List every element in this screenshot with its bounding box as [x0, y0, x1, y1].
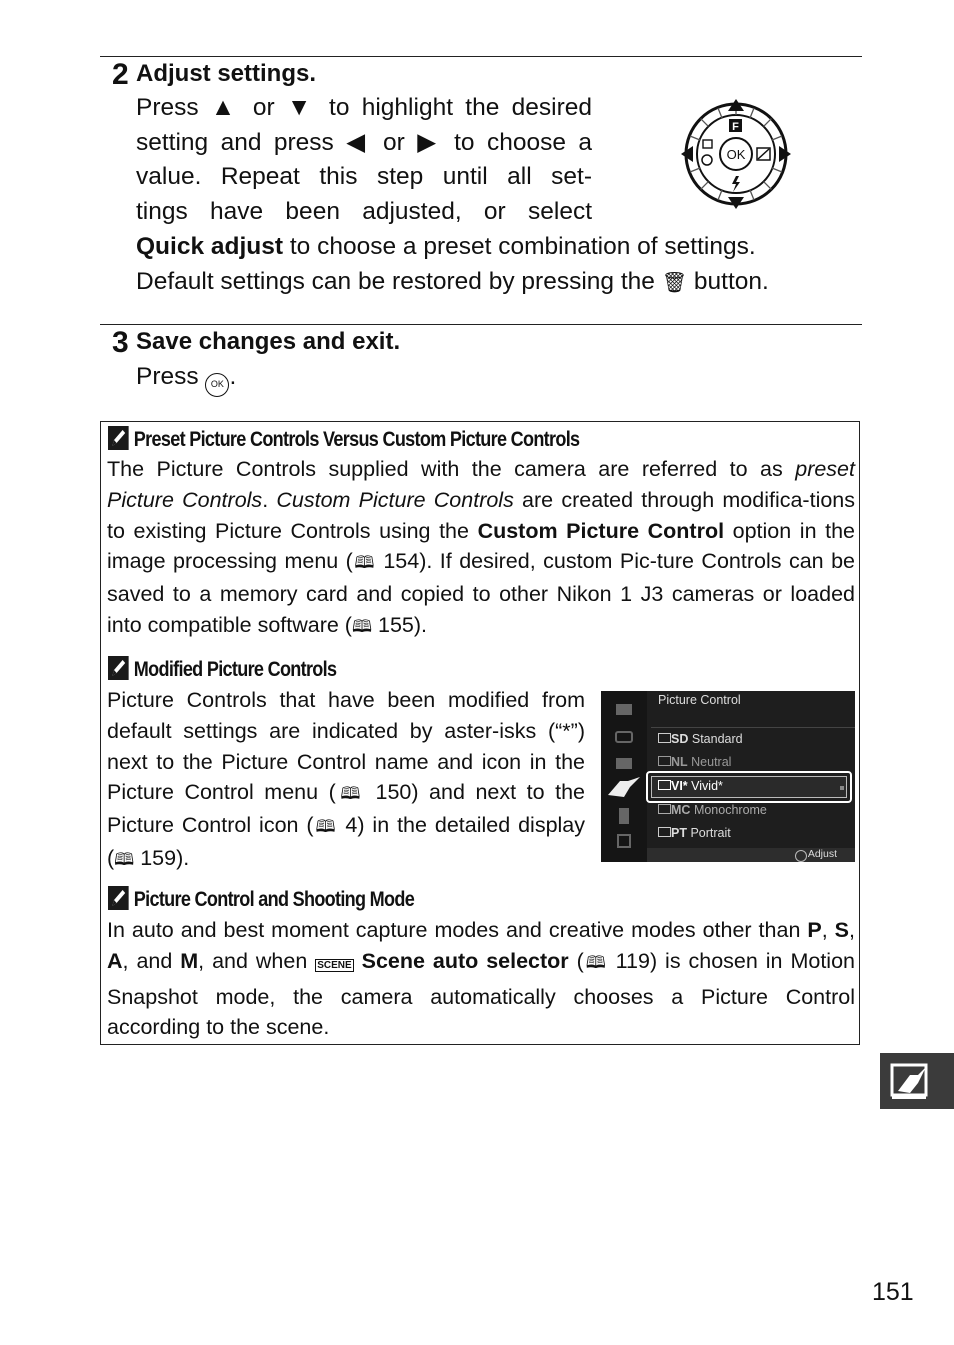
camera-footer: [647, 848, 855, 862]
svg-text:OK: OK: [726, 147, 746, 162]
step-line-text: Default settings can be restored by pressing the: [136, 267, 662, 295]
note-text: 155).: [372, 612, 428, 637]
picture-control-code: SD: [671, 732, 689, 746]
book-icon: 🕮: [114, 849, 135, 869]
picture-control-code: VI*: [671, 779, 688, 793]
delete-icon: 🗑: [661, 271, 688, 294]
note-text: In auto and best moment capture modes and creative modes other than: [107, 918, 808, 942]
step-line-text: .: [229, 363, 237, 390]
note-text: Custom Picture Controls: [276, 487, 514, 512]
camera-header-rule: [651, 727, 855, 728]
book-icon: 🕮: [351, 616, 373, 636]
note-text: 4) in the detailed display (: [107, 813, 586, 870]
playback-icon: [616, 704, 632, 715]
mode-s: S: [834, 918, 850, 942]
step-line-text: Press: [136, 363, 206, 390]
movie-icon: [616, 758, 632, 769]
note-text: [354, 949, 362, 973]
scene-auto-selector-label: Scene auto selector: [361, 948, 569, 973]
camera-sidebar: [601, 691, 647, 862]
book-icon: 🕮: [583, 952, 608, 972]
camera-menu-item[interactable]: [658, 803, 767, 817]
note-text: ,: [821, 918, 835, 942]
note-text: preset Picture Controls: [107, 457, 855, 512]
scroll-dot: [840, 786, 844, 790]
note-text: .: [262, 487, 277, 512]
menu-option-custom-picture-control: Custom Picture Control: [477, 518, 725, 543]
book-icon: 🕮: [335, 784, 365, 804]
note-text: 154). If desired, custom Pic-ture Controls can be saved to a memory card and copied to other Nikon 1 J3 cameras or loaded into compatible software (: [107, 549, 855, 637]
note-text: , and: [122, 948, 181, 973]
svg-text:F: F: [732, 121, 739, 133]
menu-option-quick-adjust: Quick adjust: [136, 232, 284, 260]
scene-auto-icon: SCENE: [317, 959, 352, 971]
picture-control-label: Neutral: [691, 755, 732, 769]
note-text: , and when: [198, 948, 316, 973]
multi-selector-icon: [680, 98, 792, 210]
picture-control-label: Standard: [691, 732, 743, 746]
picture-control-code: MC: [671, 803, 691, 817]
step-line: setting and press ◀ or ▶ to choose a: [136, 128, 592, 156]
pencil-icon: [108, 886, 129, 910]
step-line: value. Repeat this step until all set-: [136, 163, 592, 191]
image-processing-icon: [606, 775, 642, 799]
pencil-icon: [108, 426, 129, 450]
other-icon: [617, 834, 631, 848]
mode-m: M: [180, 948, 199, 973]
camera-menu-item-selected[interactable]: [646, 771, 852, 803]
adjust-label: Adjust: [807, 848, 837, 860]
camera-menu-item[interactable]: [658, 826, 731, 840]
step-number: 3: [112, 326, 128, 359]
adjust-icon: [795, 850, 807, 862]
pencil-icon: [108, 656, 129, 680]
setup-icon: [619, 808, 629, 824]
step-line-text: button.: [687, 267, 769, 295]
picture-control-code: PT: [671, 826, 687, 840]
note-body: [107, 685, 585, 876]
note-text: ,: [849, 918, 855, 942]
picture-control-icon: [658, 756, 671, 766]
step-body: [136, 360, 236, 397]
mode-a: A: [107, 948, 123, 973]
ok-button-icon: OK: [205, 373, 229, 397]
note-text: Picture Controls that have been modified from default settings are indicated by aster-isks (“*”) next to the Picture Control name and icon in the Picture Control menu (: [107, 688, 585, 805]
note-body: [107, 454, 855, 643]
note-text: The Picture Controls supplied with the camera are referred to as: [107, 457, 796, 481]
note-heading: [108, 426, 579, 452]
picture-control-label: Portrait: [690, 826, 731, 840]
picture-control-label: Vivid*: [691, 779, 723, 793]
selected-item-text: [658, 779, 723, 793]
mode-p: P: [807, 918, 822, 942]
step-title: Adjust settings.: [136, 60, 317, 87]
chapter-tab-image-processing-icon: [880, 1053, 954, 1109]
page-number: 151: [872, 1278, 914, 1306]
step-line-text: to choose a preset combination of settings.: [283, 232, 756, 260]
book-icon: 🕮: [313, 817, 338, 837]
picture-control-code: NL: [671, 755, 688, 769]
note-text: 159).: [134, 845, 190, 870]
picture-control-icon: [658, 827, 671, 837]
picture-control-icon: [658, 804, 671, 814]
note-title: Preset Picture Controls Versus Custom Picture Controls: [133, 428, 580, 451]
picture-control-icon: [658, 780, 671, 790]
step-line: [136, 265, 864, 301]
camera-menu-item[interactable]: [658, 755, 731, 769]
note-text: are created through modifica-tions to existing Picture Controls using the: [107, 487, 856, 543]
note-title: Modified Picture Controls: [133, 658, 337, 681]
camera-menu-item[interactable]: [658, 732, 743, 746]
note-heading: [108, 886, 414, 912]
book-icon: 🕮: [352, 553, 376, 573]
picture-control-label: Monochrome: [693, 803, 767, 817]
note-body: [107, 915, 855, 1043]
note-title: Picture Control and Shooting Mode: [133, 888, 415, 911]
shooting-icon: [615, 731, 633, 743]
note-text: (: [568, 948, 584, 973]
step-line: tings have been adjusted, or select: [136, 198, 592, 226]
note-text: option in the image processing menu (: [107, 518, 855, 574]
step-line: [136, 230, 864, 265]
note-text: 119) is chosen in Motion Snapshot mode, the camera automatically chooses a Picture Control according to the scene.: [107, 948, 855, 1040]
note-text: 150) and next to the Picture Control icon (: [107, 780, 585, 838]
camera-menu-screenshot: [601, 691, 855, 862]
picture-control-icon: [658, 733, 671, 743]
note-heading: [108, 656, 336, 682]
step-number: 2: [112, 58, 128, 91]
step-3: [112, 324, 862, 394]
camera-header: Picture Control: [658, 693, 741, 707]
notes-box: [100, 421, 860, 1045]
step-title: Save changes and exit.: [136, 328, 401, 355]
step-line: Press ▲ or ▼ to highlight the desired: [136, 94, 592, 121]
